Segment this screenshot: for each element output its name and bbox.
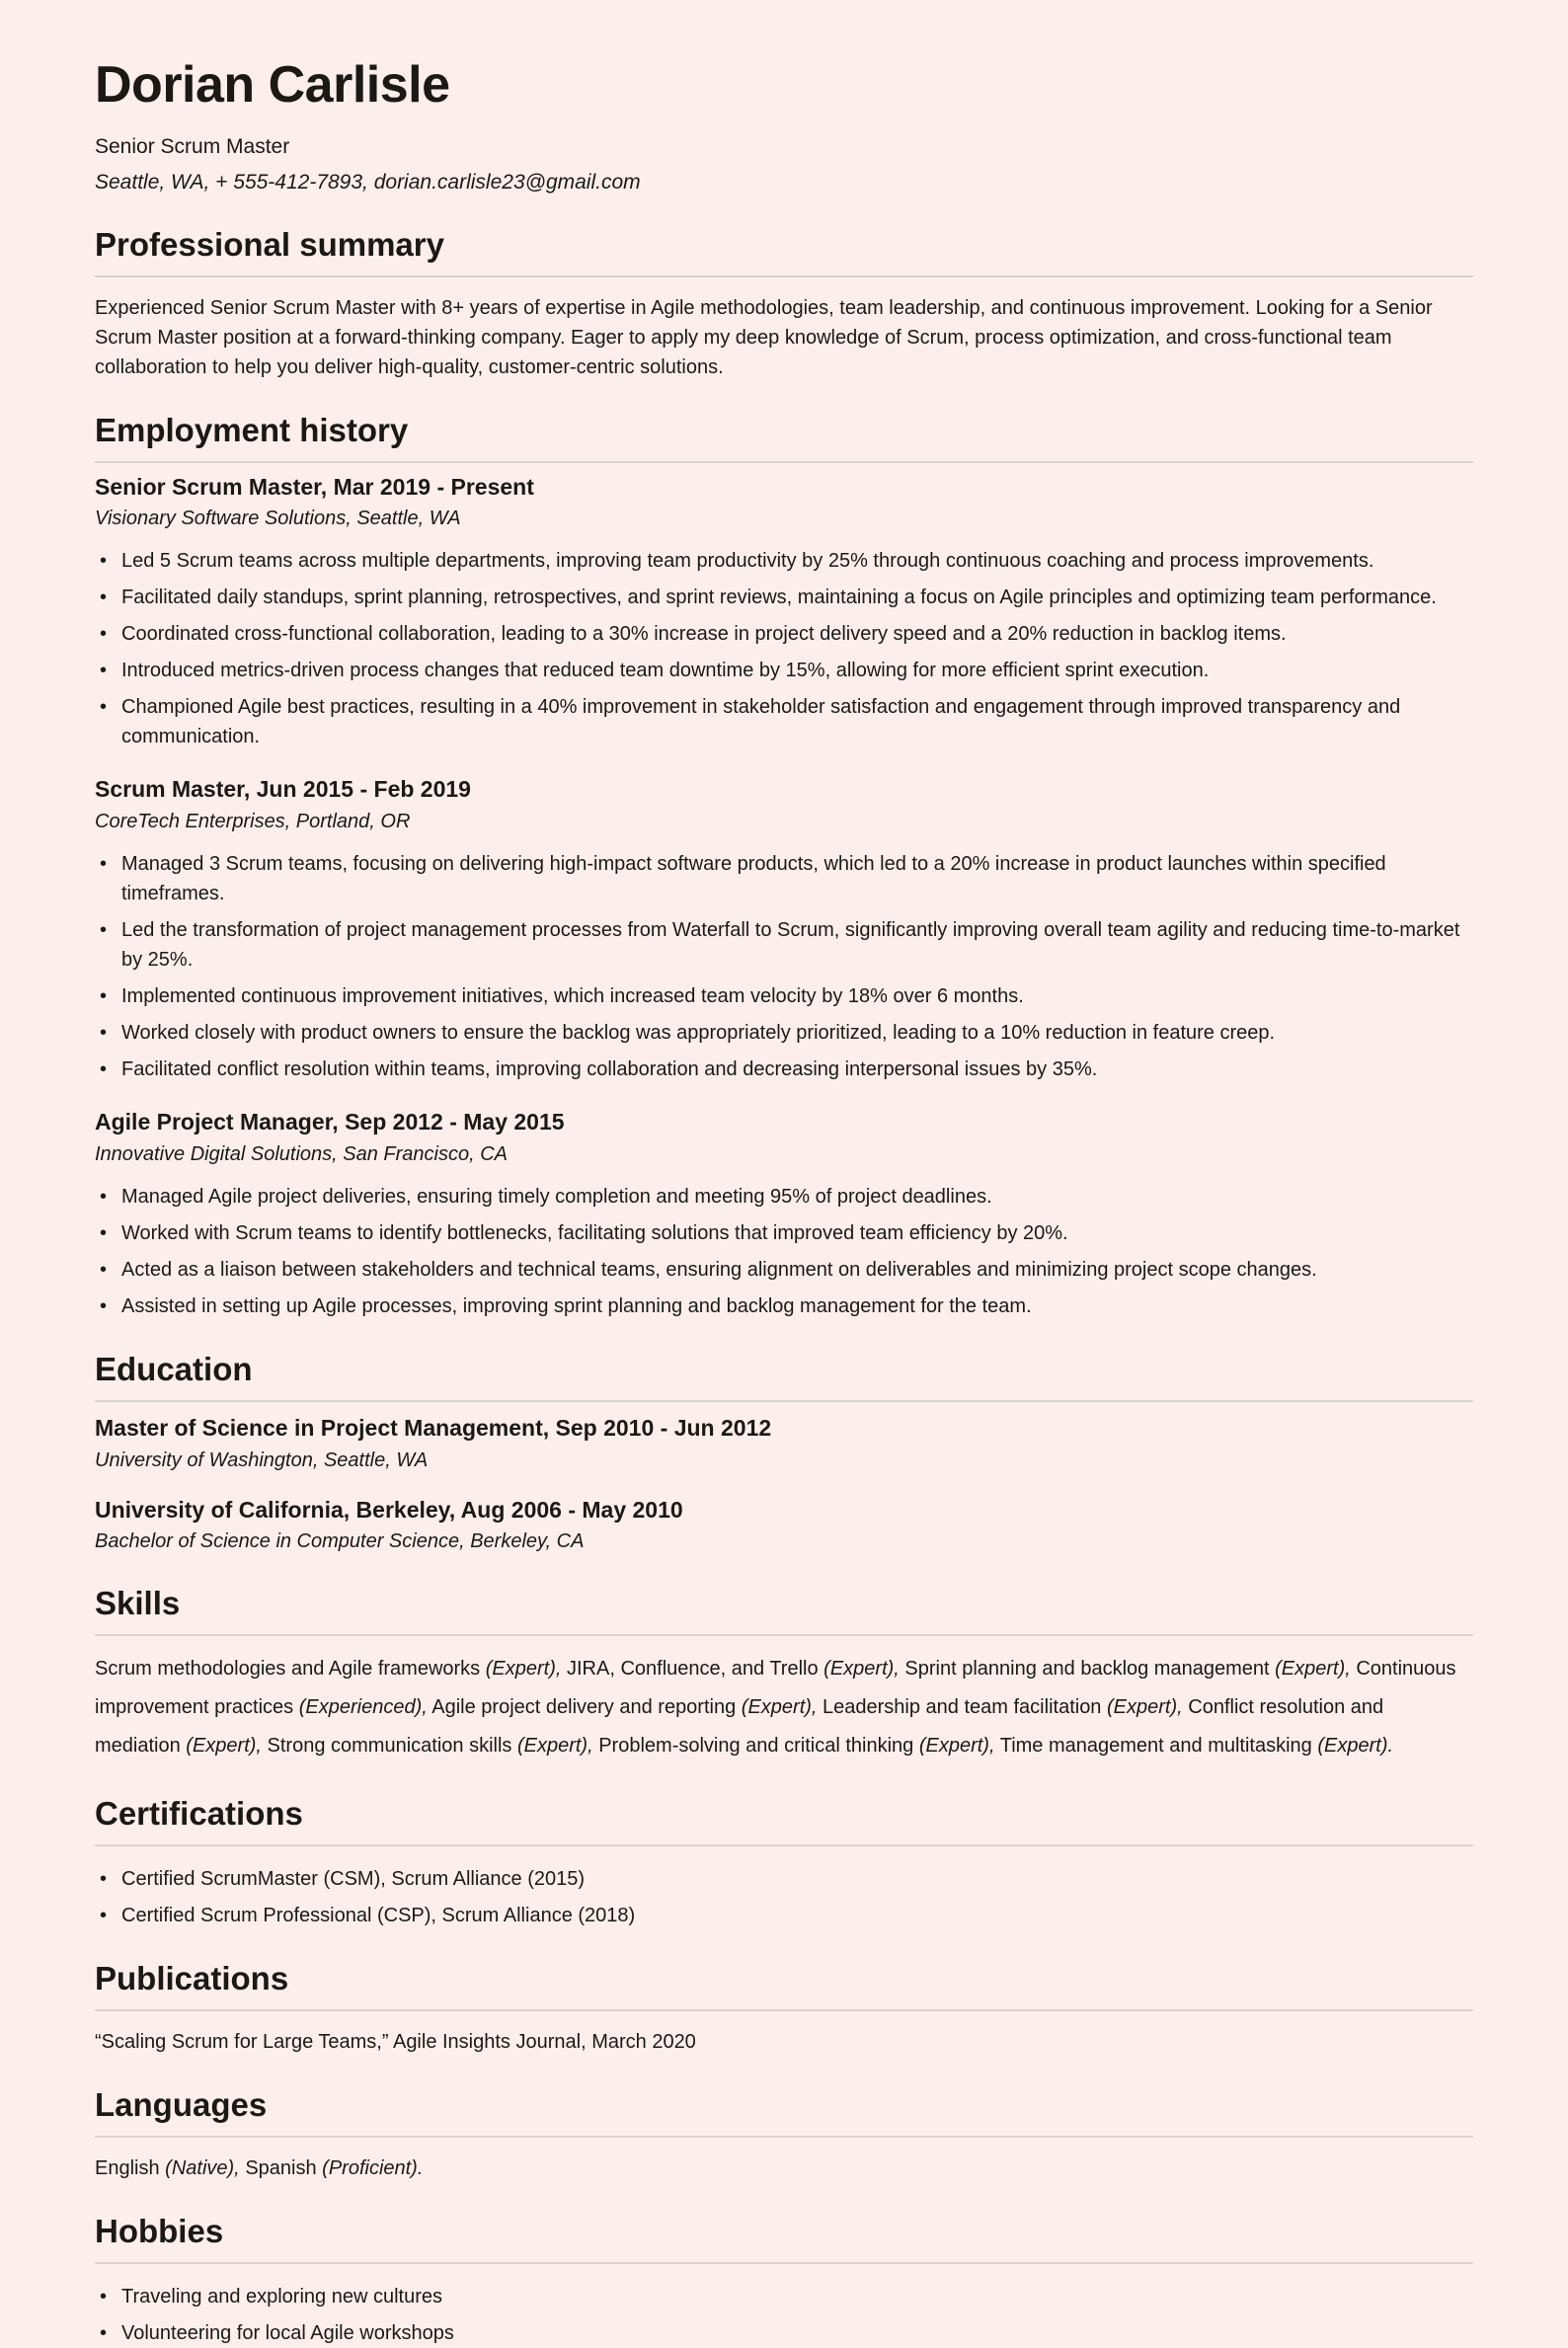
job-entry bbox=[95, 1108, 1473, 1321]
skill-name: Continuous improvement practices bbox=[95, 1658, 1456, 1719]
language-name: English bbox=[95, 2157, 160, 2180]
section-employment-history bbox=[95, 412, 1473, 1321]
section-education bbox=[95, 1351, 1473, 1555]
skill-level: (Expert), bbox=[918, 1735, 995, 1758]
skill-name: Sprint planning and backlog management bbox=[904, 1658, 1270, 1681]
skill-level: (Expert), bbox=[823, 1658, 900, 1681]
education-title: University of California, Berkeley, Aug 2006 - May 2010 bbox=[95, 1496, 683, 1523]
hobby-item: • Traveling and exploring new cultures bbox=[95, 2282, 1473, 2311]
skill-name: Strong communication skills bbox=[267, 1735, 512, 1758]
job-bullet: • Coordinated cross-functional collaboration, leading to a 30% increase in project delivery speed and a 20% reduction in backlog items. bbox=[95, 619, 1473, 649]
skill-level: (Expert). bbox=[1317, 1735, 1394, 1758]
job-bullet-list bbox=[95, 849, 1473, 1084]
education-heading: Education bbox=[95, 1351, 1473, 1402]
job-bullet: • Managed 3 Scrum teams, focusing on delivering high-impact software products, which led to a 20% increase in product launches within specified timeframes. bbox=[95, 849, 1473, 908]
job-bullet: • Led 5 Scrum teams across multiple departments, improving team productivity by 25% through continuous coaching and process improvements. bbox=[95, 546, 1473, 576]
skill-level: (Expert), bbox=[1107, 1696, 1183, 1719]
language-name: Spanish bbox=[245, 2157, 317, 2180]
language-level: (Native), bbox=[165, 2157, 240, 2180]
resume-header bbox=[95, 57, 1473, 196]
job-bullet-list bbox=[95, 1182, 1473, 1321]
skill-level: (Expert), bbox=[485, 1658, 562, 1681]
job-title: Scrum Master, Jun 2015 - Feb 2019 bbox=[95, 776, 471, 803]
skill-level: (Expert), bbox=[516, 1735, 593, 1758]
skill-name: Problem-solving and critical thinking bbox=[598, 1735, 914, 1758]
education-subtitle: Bachelor of Science in Computer Science, Berkeley, CA bbox=[95, 1530, 585, 1553]
professional-summary-heading: Professional summary bbox=[95, 226, 1473, 277]
certification-item: • Certified ScrumMaster (CSM), Scrum Alliance (2015) bbox=[95, 1864, 1473, 1894]
certifications-list bbox=[95, 1864, 1473, 1930]
professional-summary-text: Experienced Senior Scrum Master with 8+ years of expertise in Agile methodologies, team leadership, and continuous improvement. Looking for a Senior Scrum Master position at a forward-thinking company. Eager to apply my deep knowledge of Scrum, process optimization, and cross-functional team collaboration to help you deliver high-quality, customer-centric solutions. bbox=[95, 296, 1433, 378]
hobby-item: • Volunteering for local Agile workshops bbox=[95, 2318, 1473, 2348]
publication-item: “Scaling Scrum for Large Teams,” Agile Insights Journal, March 2020 bbox=[95, 2031, 696, 2054]
skill-level: (Expert), bbox=[186, 1735, 262, 1758]
publications-heading: Publications bbox=[95, 1960, 1473, 2011]
contact-line: Seattle, WA, + 555-412-7893, dorian.carlisle23@gmail.com bbox=[95, 171, 641, 195]
job-company: CoreTech Enterprises, Portland, OR bbox=[95, 811, 411, 833]
section-professional-summary bbox=[95, 226, 1473, 382]
job-bullet: • Facilitated conflict resolution within teams, improving collaboration and decreasing interpersonal issues by 35%. bbox=[95, 1055, 1473, 1084]
language-level: (Proficient). bbox=[322, 2157, 424, 2180]
job-entry bbox=[95, 473, 1473, 752]
job-company: Innovative Digital Solutions, San Francisco, CA bbox=[95, 1142, 508, 1165]
skills-heading: Skills bbox=[95, 1585, 1473, 1636]
job-title: Senior Scrum Master, Mar 2019 - Present bbox=[95, 473, 534, 500]
hobbies-heading: Hobbies bbox=[95, 2213, 1473, 2264]
education-subtitle: University of Washington, Seattle, WA bbox=[95, 1448, 429, 1471]
person-name: Dorian Carlisle bbox=[95, 56, 450, 114]
employment-history-heading: Employment history bbox=[95, 412, 1473, 463]
section-certifications bbox=[95, 1795, 1473, 1930]
job-bullet-list bbox=[95, 546, 1473, 751]
skill-name: Conflict resolution and mediation bbox=[95, 1696, 1384, 1758]
job-bullet: • Championed Agile best practices, resulting in a 40% improvement in stakeholder satisfaction and engagement through improved transparency and communication. bbox=[95, 692, 1473, 751]
job-bullet: • Worked closely with product owners to ensure the backlog was appropriately prioritized, leading to a 10% reduction in feature creep. bbox=[95, 1018, 1473, 1048]
job-bullet: • Worked with Scrum teams to identify bottlenecks, facilitating solutions that improved team efficiency by 20%. bbox=[95, 1218, 1473, 1248]
skills-list-text bbox=[95, 1650, 1473, 1765]
skill-level: (Expert), bbox=[741, 1696, 818, 1719]
education-entry bbox=[95, 1496, 1473, 1556]
education-entry bbox=[95, 1414, 1473, 1474]
job-company: Visionary Software Solutions, Seattle, WA bbox=[95, 508, 461, 530]
skill-name: Agile project delivery and reporting bbox=[431, 1696, 737, 1719]
skill-name: Time management and multitasking bbox=[999, 1735, 1312, 1758]
section-hobbies bbox=[95, 2213, 1473, 2348]
certifications-heading: Certifications bbox=[95, 1795, 1473, 1846]
section-publications bbox=[95, 1960, 1473, 2057]
job-bullet: • Introduced metrics-driven process changes that reduced team downtime by 15%, allowing for more efficient sprint execution. bbox=[95, 656, 1473, 685]
hobbies-list bbox=[95, 2282, 1473, 2348]
job-title: Agile Project Manager, Sep 2012 - May 2015 bbox=[95, 1109, 565, 1135]
job-entry bbox=[95, 775, 1473, 1084]
section-skills bbox=[95, 1585, 1473, 1765]
job-role-subtitle: Senior Scrum Master bbox=[95, 135, 290, 159]
education-title: Master of Science in Project Management, Sep 2010 - Jun 2012 bbox=[95, 1414, 772, 1441]
job-bullet: • Managed Agile project deliveries, ensuring timely completion and meeting 95% of project deadlines. bbox=[95, 1182, 1473, 1212]
languages-text bbox=[95, 2153, 1473, 2183]
job-bullet: • Acted as a liaison between stakeholders and technical teams, ensuring alignment on deliverables and minimizing project scope changes. bbox=[95, 1255, 1473, 1285]
job-bullet: • Implemented continuous improvement initiatives, which increased team velocity by 18% over 6 months. bbox=[95, 981, 1473, 1011]
job-bullet: • Led the transformation of project management processes from Waterfall to Scrum, significantly improving overall team agility and reducing time-to-market by 25%. bbox=[95, 915, 1473, 975]
skill-name: Leadership and team facilitation bbox=[823, 1696, 1102, 1719]
job-bullet: • Facilitated daily standups, sprint planning, retrospectives, and sprint reviews, maintaining a focus on Agile principles and optimizing team performance. bbox=[95, 583, 1473, 612]
skill-level: (Expert), bbox=[1275, 1658, 1351, 1681]
skill-name: JIRA, Confluence, and Trello bbox=[567, 1658, 819, 1681]
job-bullet: • Assisted in setting up Agile processes, improving sprint planning and backlog management for the team. bbox=[95, 1291, 1473, 1321]
languages-heading: Languages bbox=[95, 2086, 1473, 2138]
skill-level: (Experienced), bbox=[298, 1696, 428, 1719]
skill-name: Scrum methodologies and Agile frameworks bbox=[95, 1658, 481, 1681]
section-languages bbox=[95, 2086, 1473, 2183]
certification-item: • Certified Scrum Professional (CSP), Scrum Alliance (2018) bbox=[95, 1901, 1473, 1930]
